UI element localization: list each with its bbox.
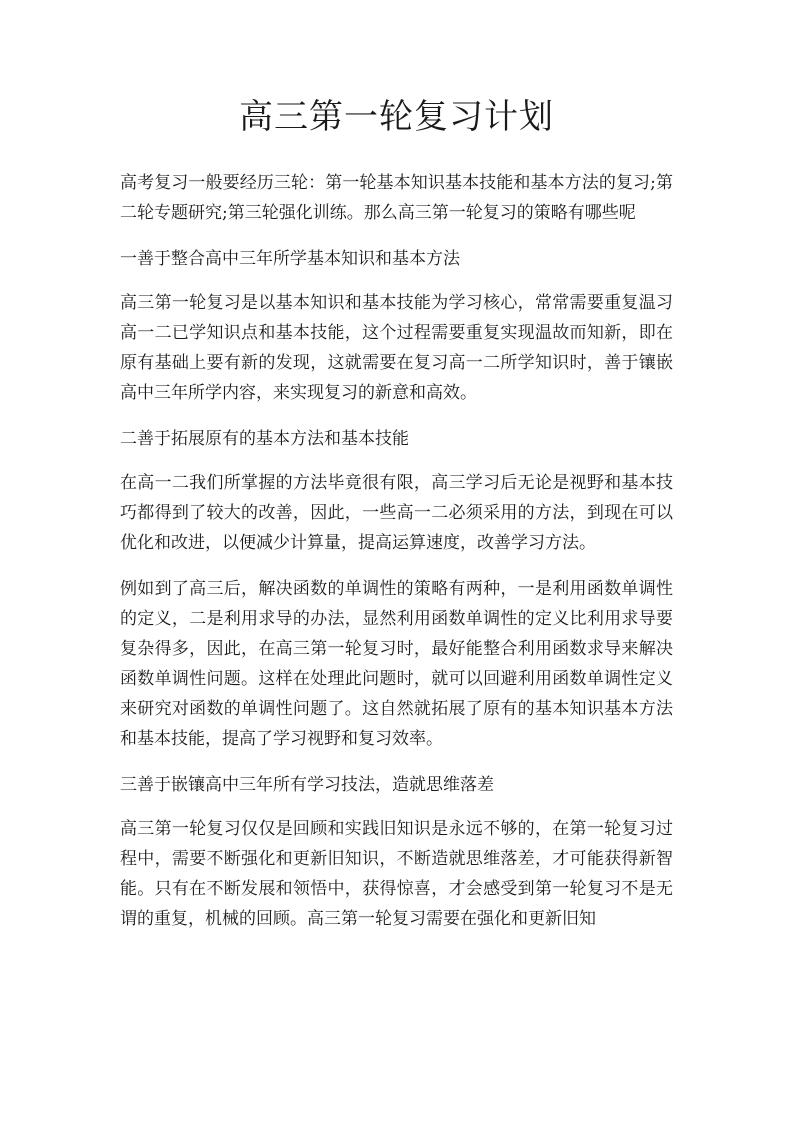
section-2-paragraph-1: 在高一二我们所掌握的方法毕竟很有限，高三学习后无论是视野和基本技巧都得到了较大的改善，因此，一些高一二必须采用的方法，到现在可以优化和改进，以便减少计算量，提高运算速度，改善学习方法。: [120, 473, 673, 553]
section-heading-1: 一善于整合高中三年所学基本知识和基本方法: [120, 249, 460, 269]
section-1-paragraph: 高三第一轮复习是以基本知识和基本技能为学习核心，常常需要重复温习高一二已学知识点和基本技能，这个过程需要重复实现温故而知新，即在原有基础上要有新的发现，这就需要在复习高一二所学知识时，善于镶嵌高中三年所学内容，来实现复习的新意和高效。: [120, 293, 673, 403]
section-2-paragraph-2: 例如到了高三后，解决函数的单调性的策略有两种，一是利用函数单调性的定义，二是利用求导的办法，显然利用函数单调性的定义比利用求导要复杂得多，因此，在高三第一轮复习时，最好能整合利用函数求导来解决函数单调性问题。这样在处理此问题时，就可以回避利用函数单调性定义来研究对函数的单调性问题了。这自然就拓展了原有的基本知识基本方法和基本技能，提高了学习视野和复习效率。: [120, 579, 673, 749]
section-heading-3: 三善于嵌镶高中三年所有学习技法，造就思维落差: [120, 775, 494, 795]
document-body: [120, 168, 673, 950]
section-3-paragraph: 高三第一轮复习仅仅是回顾和实践旧知识是永远不够的，在第一轮复习过程中，需要不断强化和更新旧知识，不断造就思维落差，才可能获得新智能。只有在不断发展和领悟中，获得惊喜，才会感受到第一轮复习不是无谓的重复，机械的回顾。高三第一轮复习需要在强化和更新旧知: [120, 819, 673, 929]
intro-paragraph: 高考复习一般要经历三轮：第一轮基本知识基本技能和基本方法的复习;第二轮专题研究;第三轮强化训练。那么高三第一轮复习的策略有哪些呢: [120, 173, 673, 223]
page-title: 高三第一轮复习计划: [239, 97, 554, 137]
section-heading-2: 二善于拓展原有的基本方法和基本技能: [120, 429, 409, 449]
